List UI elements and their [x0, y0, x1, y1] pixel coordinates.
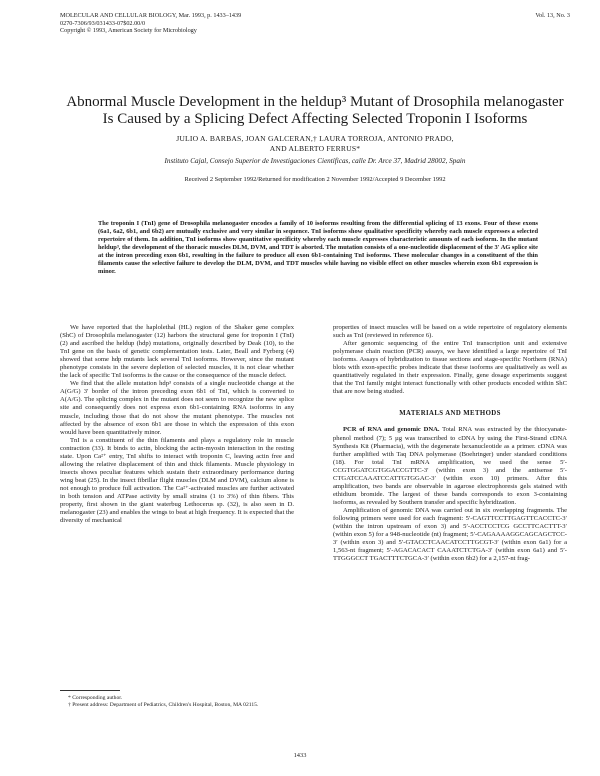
journal-citation: MOLECULAR AND CELLULAR BIOLOGY, Mar. 1993, p. 1433–1439 [60, 12, 242, 19]
issn-line: 0270-7306/93/031433-07$02.00/0 [60, 19, 146, 27]
article-title: Abnormal Muscle Development in the heldup³ Mutant of Drosophila melanogaster Is Caused by a Splicing Defect Affecting Selected Troponin I Isoforms [66, 94, 564, 127]
volume-issue: Vol. 13, No. 3 [535, 12, 570, 19]
copyright-line: Copyright © 1993, American Society for Microbiology [60, 27, 197, 35]
paragraph-body: Total RNA was extracted by the thiocyanate-phenol method (7); 5 µg was transcribed to cDNA by using the First-Strand cDNA Synthesis Kit (Pharmacia), with the degenerate hexanucleotide as a primer. cDNA was further amplified with Taq DNA polymerase (Boehringer) under standard conditions (18). For total TnI mRNA amplification, we used the sense 5′-CCGTGGATCGTGGACCGTTC-3′ (within exon 3) and the antisense 5′-CTGATCCAAATCCATTGTGGAC-3′ (within exon 10) primers. After this amplification, two bands are observable in agarose electrophoresis gels stained with ethidium bromide. The largest of these bands corresponds to exon 3-containing isoforms, as revealed by Southern transfer and specific hybridization. [333, 426, 567, 506]
section-heading-methods: MATERIALS AND METHODS [399, 410, 501, 418]
received-dates: Received 2 September 1992/Returned for modification 2 November 1992/Accepted 9 December 1992 [184, 176, 446, 184]
paragraph: Amplification of genomic DNA was carried out in six overlapping fragments. The following primers were used for each fragment: 5′-CAGTTCCTTGAGTTCACCTC-3′ (within the intron upstream of exon 3) and 5′-ACCTCCTCG GCCTTCACTTT-3′ (within exon 5) for a 948-nucleotide (nt) fragment; 5′-CAGAAAAGGCAGCAGCTCC-3′ (within exon 3) and 5′-GTACCTCAACATCCTTGCGT-3′ (within exon 6a1) for a 1,563-nt fragment; 5′-AGACACACT CAAATCTCTGA-3′ (within exon 6a1) and 5′-TTGGGCCT TGACTTTCTGCA-3′ (within exon 6b2) for a 2,157-nt frag- [333, 506, 567, 563]
paragraph: We have reported that the haplolethal (HL) region of the Shaker gene complex (ShC) of Drosophila melanogaster (12) harbors the structural gene for troponin I (TnI) (2) and ascribed the heldup (hdp) mutations, originally described by Deak (10), to the TnI gene on the basis of genetic complementation tests. Later, Beall and Fyrberg (4) showed that some hdp mutants lack several TnI isoforms. However, since the mutant phenotype consists in the severe depletion of selected muscles, it is not clear whether the lack of specific TnI isoforms is the cause or the consequence of the muscle defect. [60, 324, 294, 380]
paragraph: We find that the allele mutation hdp³ consists of a single nucleotide change at the A(G/G) 3′ border of the intron preceding exon 6b1 of TnI, which is converted to A(A/G). The splicing complex in the mutant does not seem to recognize the new splice site and consequently does not express exon 6b1-containing RNA isoforms in any muscle, including those that do not show the mutant phenotype. The muscles not affected by the absence of exon 6b1 are those in which the expression of this exon would have been quantitatively minor. [60, 380, 294, 436]
subsection-heading: PCR of RNA and genomic DNA. [343, 426, 440, 434]
footnotes [60, 695, 294, 709]
abstract: The troponin I (TnI) gene of Drosophila melanogaster encodes a family of 10 isoforms resulting from the differential splicing of 13 exons. Four of these exons (6a1, 6a2, 6b1, and 6b2) are mutually exclusive and very similar in sequence. TnI isoforms show qualitative specificity whereby each muscle expresses a selected repertoire of them. In addition, TnI isoforms show quantitative specificity whereby each muscle expresses characteristic amounts of each isoform. In the mutant heldup³, the development of the thoracic muscles DLM, DVM, and TDT is aborted. The mutation consists of a one-nucleotide displacement of the 3′ AG splice site at the intron preceding exon 6b1, resulting in the failure to produce all exon 6b1-containing TnI isoforms. These molecular changes in a constituent of the thin filaments cause the selective failure to develop the DLM, DVM, and TDT muscles while having no visible effect on other muscles wherein exon 6b1 expression is minor. [98, 220, 538, 275]
page-number: 1433 [293, 752, 307, 759]
authors-line-2: AND ALBERTO FERRUS* [269, 143, 361, 153]
running-header [60, 12, 570, 35]
paragraph [333, 426, 567, 506]
author-list [60, 134, 570, 153]
right-column [333, 324, 567, 563]
paragraph: TnI is a constituent of the thin filaments and plays a regulatory role in muscle contraction (33). It binds to actin, blocking the actin-myosin interaction in the resting state. Upon Ca²⁺ entry, TnI shifts to interact with troponin C, leaving actin free and allowing the relative displacement of thin and thick filaments. Muscle physiology in insects shows peculiar features which sustain their extraordinary performance during wing beat (25). In the insect fibrillar flight muscles (DLM and DVM), calcium alone is not enough to produce full activation. The Ca²⁺-activated muscles are further activated in both tension and ATPase activity by small strains (1 to 3%) of thin fibers. This property, first shown in the giant waterbug Lethocerus sp. (32), is also seen in D. melanogaster (23) and enables the wings to beat at high frequency. It is expected that the diversity of mechanical [60, 436, 294, 525]
paragraph: After genomic sequencing of the entire TnI transcription unit and extensive polymerase chain reaction (PCR) assays, we have identified a large repertoire of TnI isoforms. Assays of hybridization to tissue sections and stage-specific Northern (RNA) blots with exon-specific probes indicate that these isoforms are qualitatively as well as quantitatively regulated in their expression. Finally, gene dosage experiments suggest that the TnI family might interact functionally with other products encoded within ShC that are now being studied. [333, 340, 567, 396]
footnote-divider [60, 690, 120, 691]
title-block [60, 94, 570, 184]
footnote-corresponding: * Corresponding author. [68, 695, 123, 701]
left-column [60, 324, 294, 525]
paragraph: properties of insect muscles will be based on a wide repertoire of regulatory elements such as TnI (reviewed in reference 6). [333, 324, 567, 340]
footnote-address: † Present address: Department of Pediatrics, Children's Hospital, Boston, MA 02115. [68, 702, 259, 708]
authors-line-1: JULIO A. BARBAS, JOAN GALCERAN,† LAURA TORROJA, ANTONIO PRADO, [176, 134, 454, 143]
affiliation: Instituto Cajal, Consejo Superior de Investigaciones Científicas, calle Dr. Arce 37, Madrid 28002, Spain [164, 157, 466, 166]
